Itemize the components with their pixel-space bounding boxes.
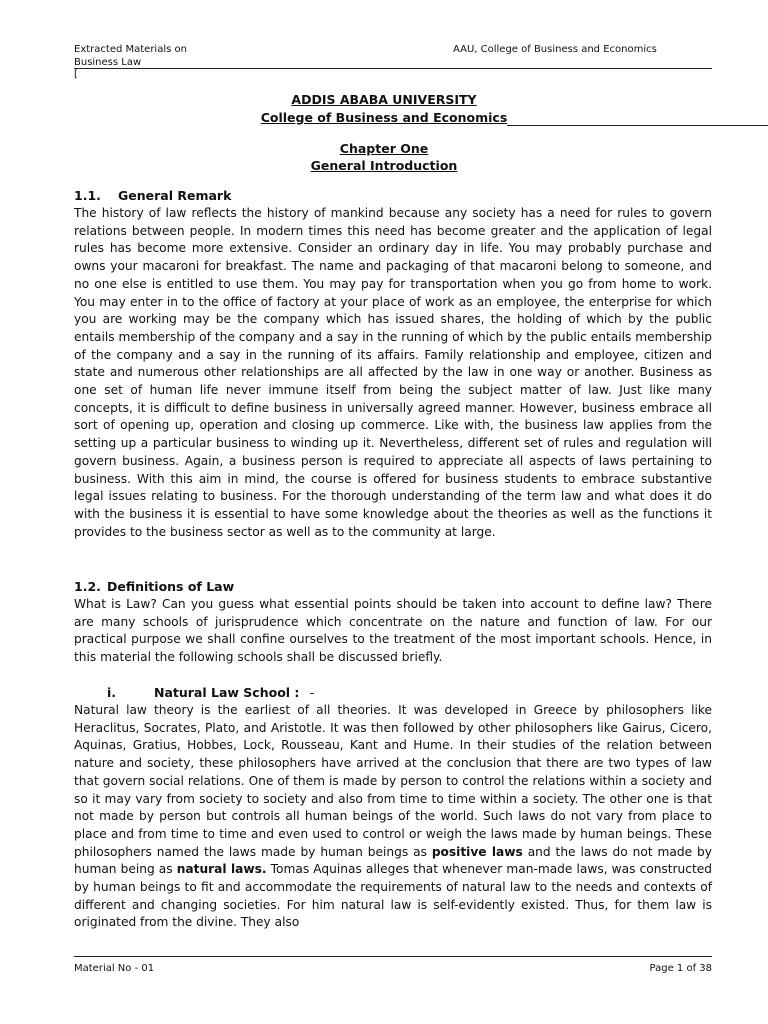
- natural-law-text-3: Tomas Aquinas alleges that whenever man-made laws, was constructed by human beings to fit and accommodate the requirements of natural law to the needs and contexts of different and changing societies. For him natural law is self-evidently existed. Thus, for them law is originated from the divine. They also: [74, 862, 712, 930]
- natural-law-text-1: Natural law theory is the earliest of all theories. It was developed in Greece by philosophers like Heraclitus, Socrates, Plato, and Aristotle. It was then followed by other philosophers like Gairus, Cicero, Aquinas, Gratius, Hobbes, Lock, Rousseau, Kant and Hume. In their studies of the relation between nature and society, these philosophers have arrived at the conclusion that there are two types of law that govern social relations. One of them is made by person to control the relations within a society and so it may vary from society to society and also from time to time within a society. The other one is that not made by person but controls all human beings of the world. Such laws do not vary from place to place and from time to time and even used to control or weigh the laws made by human beings. These philosophers named the laws made by human beings as: [74, 703, 712, 859]
- footer-page-number: Page 1 of 38: [649, 963, 712, 974]
- header-left-line2: Business Law: [74, 57, 142, 68]
- term-positive-laws: positive laws: [431, 844, 523, 859]
- footer-rule: [74, 956, 712, 957]
- natural-law-text-2: and the laws do not made by human being as: [74, 844, 712, 877]
- section-heading-definitions: [74, 579, 234, 595]
- college-title-rule: [507, 125, 768, 126]
- section-title: Definitions of Law: [107, 579, 235, 594]
- section-heading-general-remark: [74, 188, 231, 204]
- chapter-number: Chapter One: [339, 141, 429, 156]
- university-title: ADDIS ABABA UNIVERSITY: [291, 92, 477, 107]
- header-institution: AAU, College of Business and Economics: [453, 44, 657, 55]
- subsection-heading-natural-law: [107, 685, 314, 701]
- section-title: General Remark: [118, 188, 232, 203]
- section-paragraph-definitions: What is Law? Can you guess what essential points should be taken into account to define law? There are many schools of jurisprudence which concentrate on the nature and function of law. For our practical purpose we shall confine ourselves to the treatment of the most important schools. Hence, in this material the following schools shall be discussed briefly.: [74, 597, 712, 665]
- header-course-title: [74, 43, 187, 69]
- section-paragraph-general-remark: The history of law reflects the history of mankind because any society has a need for rules to govern relations between people. In modern times this need has become greater and the application of legal rules has become more extensive. Consider an ordinary day in life. You may probably purchase and owns your macaroni for breakfast. The name and packaging of that macaroni belong to someone, and no one else is entitled to use them. You may pay for transportation when you go from home to work. You may enter in to the office of factory at your place of work as an employee, the enterprise for which you are working may be the company which has issued shares, the holding of which by the public entails membership of the company and a say in the running of which by the public entails membership of the company and a say in the running of its affairs. Family relationship and employee, citizen and state and numerous other relationships are all affected by the law in one way or another. Business as one set of human life never immune itself from being the subject matter of law. Just like many concepts, it is difficult to define business in universally agreed manner. However, business embrace all sort of opening up, operation and closing up commerce. Like with, the business law applies from the setting up a particular business to winding up it. Nevertheless, different set of rules and regulation will govern business. Again, a business person is required to appreciate all aspects of laws pertaining to business. With this aim in mind, the course is offered for business students to embrace substantive legal issues relating to business. For the thorough understanding of the term law and what does it do with the business it is essential to have some knowledge about the theories as well as the functions it provides to the business sector as well as to the community at large.: [74, 206, 712, 539]
- header-bracket: [: [74, 69, 78, 80]
- section-number: 1.1.: [74, 188, 101, 203]
- header-rule: [74, 68, 712, 69]
- chapter-title: General Introduction: [310, 158, 458, 173]
- college-title: College of Business and Economics: [260, 110, 508, 125]
- section-number: 1.2.: [74, 579, 101, 594]
- subsection-dash: -: [309, 685, 315, 700]
- term-natural-laws: natural laws.: [176, 862, 267, 877]
- subsection-number: i.: [107, 685, 117, 700]
- subsection-title: Natural Law School :: [154, 685, 300, 700]
- footer-material-number: Material No - 01: [74, 963, 155, 974]
- subsection-paragraph-natural-law: [74, 702, 712, 932]
- header-left-line1: Extracted Materials on: [74, 44, 187, 55]
